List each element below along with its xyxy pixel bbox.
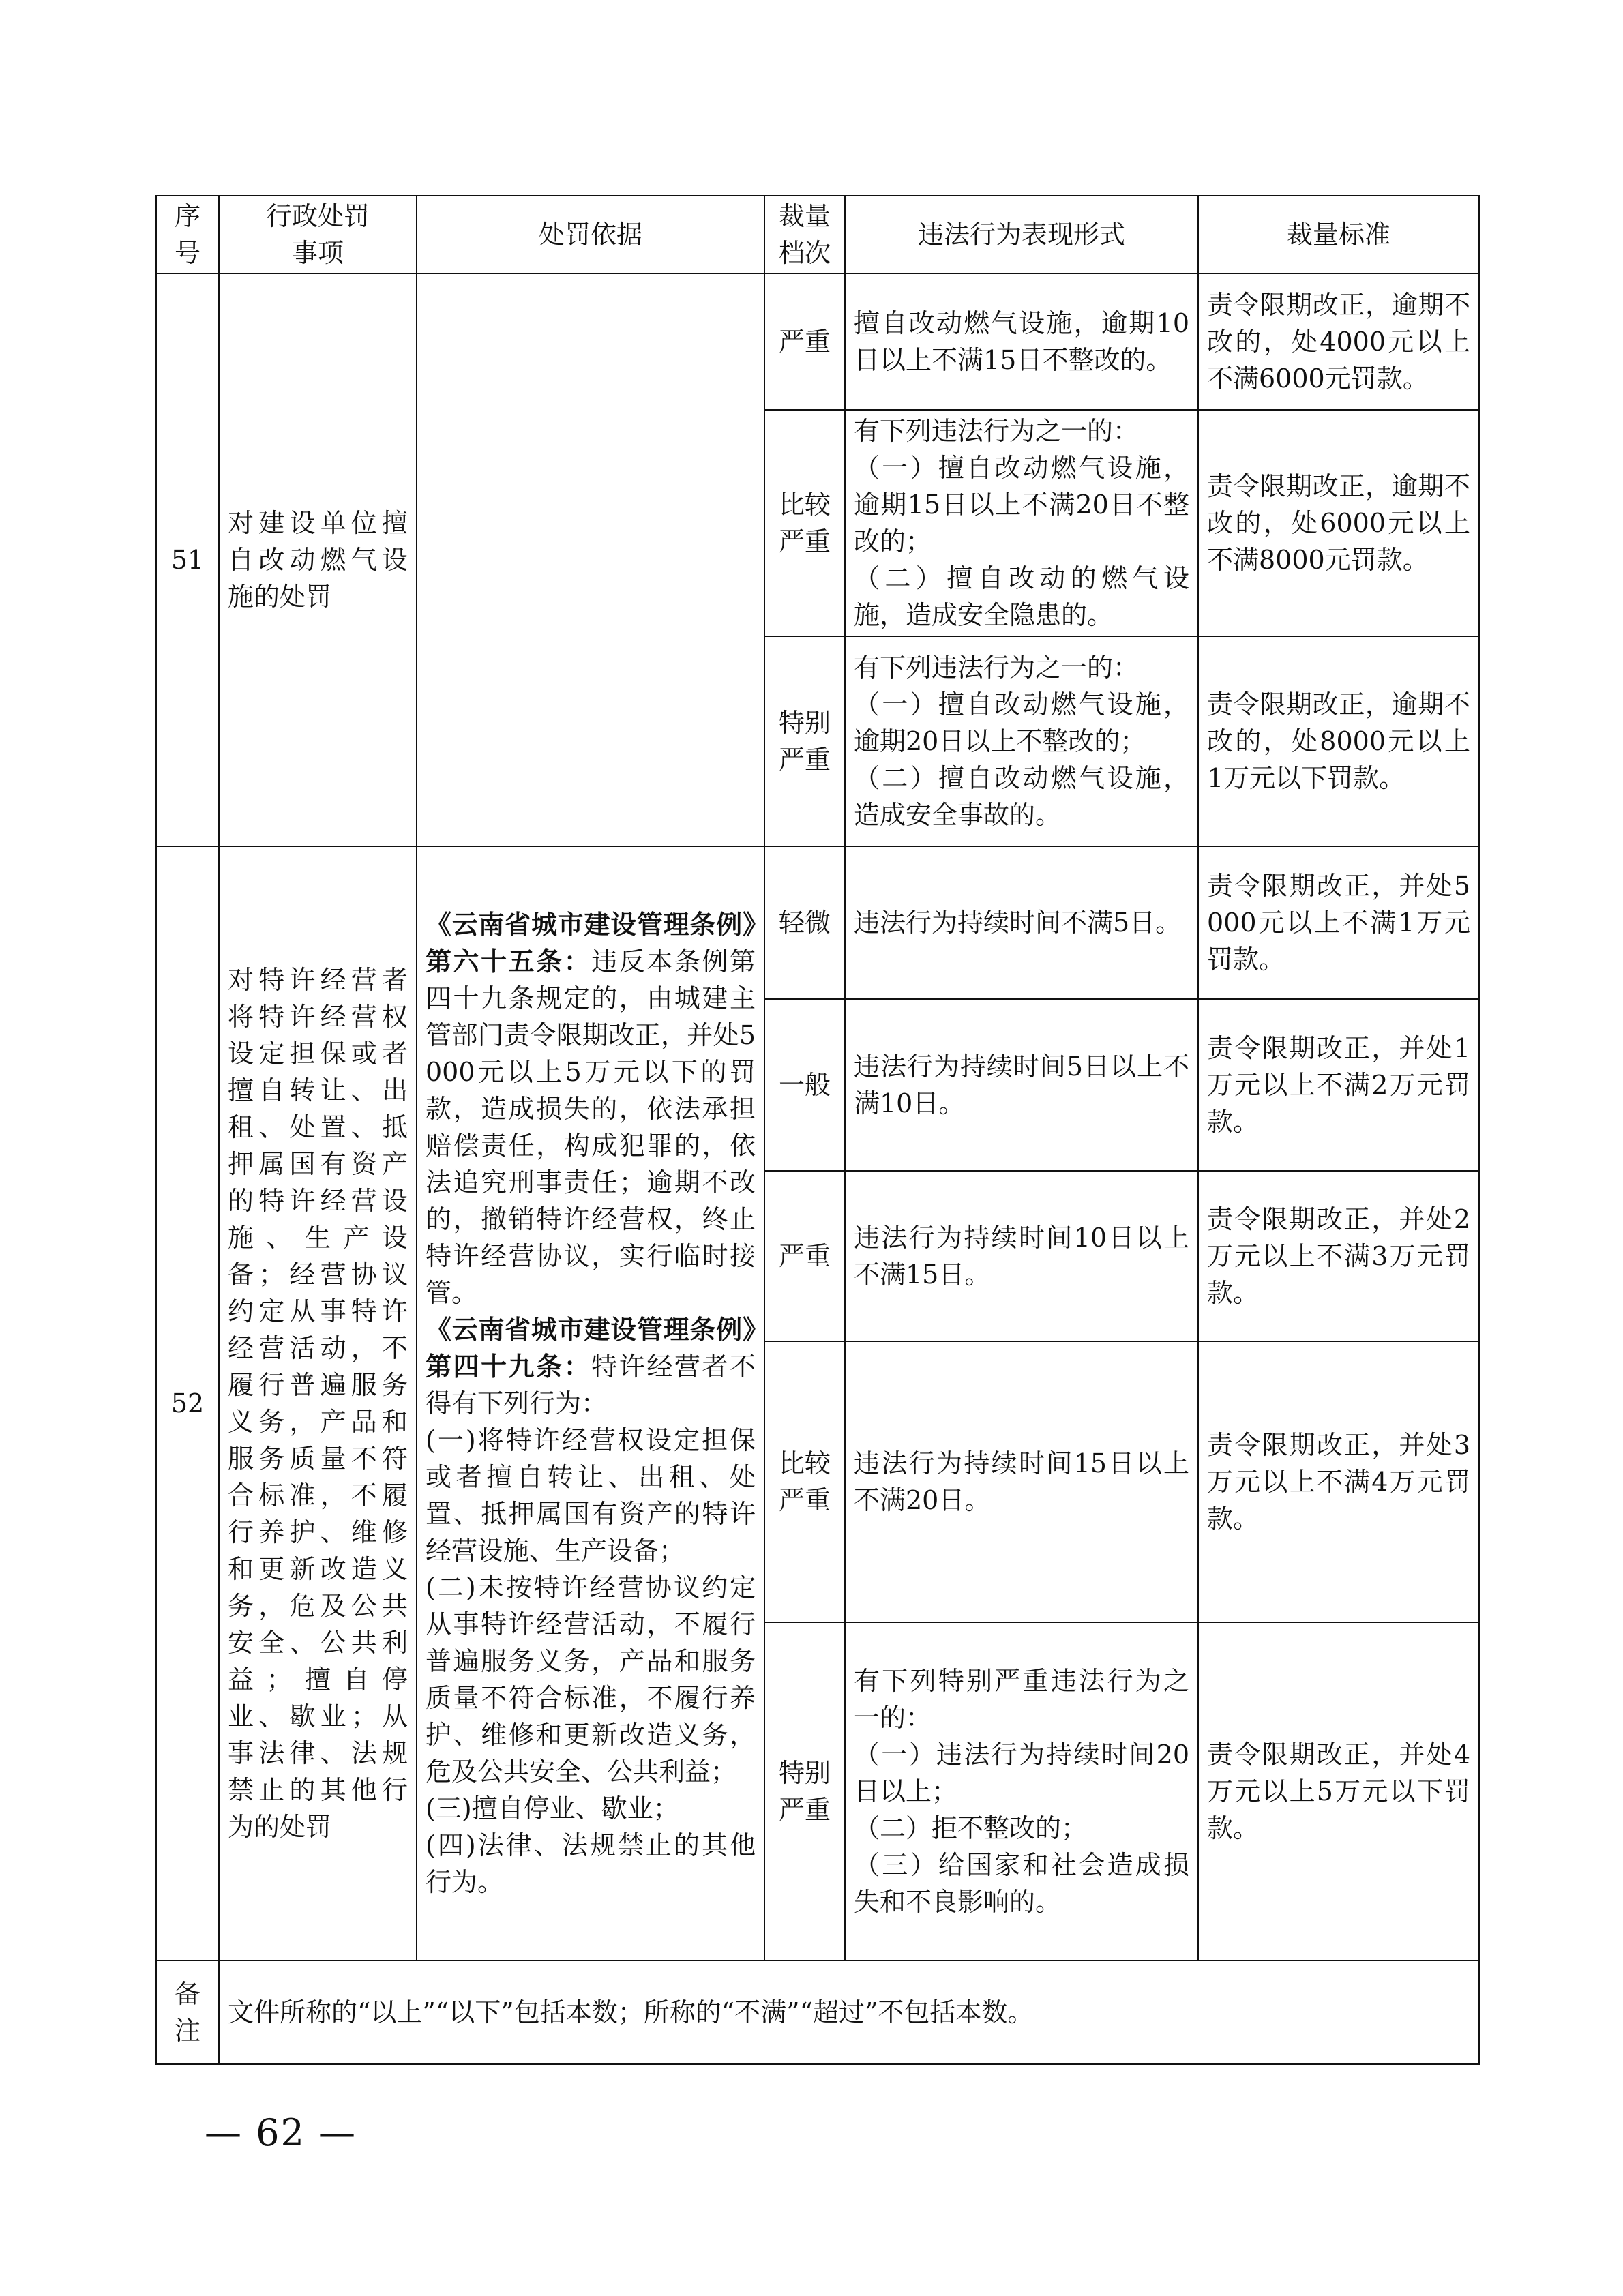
row51-seq: 51 <box>156 273 219 846</box>
header-standard: 裁量标准 <box>1198 196 1479 273</box>
standard-cell: 责令限期改正，逾期不改的，处4000元以上不满6000元罚款。 <box>1198 273 1479 410</box>
table-row <box>156 846 1479 999</box>
header-item: 行政处罚 事项 <box>219 196 417 273</box>
behavior-cell: 违法行为持续时间15日以上不满20日。 <box>845 1341 1198 1622</box>
standard-cell: 责令限期改正，并处3万元以上不满4万元罚款。 <box>1198 1341 1479 1622</box>
basis-article-49-text: 特许经营者不得有下列行为： (一)将特许经营权设定担保或者擅自转让、出租、处置、抵押属国有资产的特许经营设施、生产设备； (二)未按特许经营协议约定从事特许经营活动，不履行普遍服务义务，产品和服务质量不符合标准，不履行养护、维修和更新改造义务，危及公共安全、公共利益； (三)擅自停业、歇业； (四)法律、法规禁止的其他行为。 <box>426 1352 756 1897</box>
standard-cell: 责令限期改正，逾期不改的，处6000元以上不满8000元罚款。 <box>1198 410 1479 636</box>
level-cell: 特别 严重 <box>764 1622 845 1960</box>
level-cell: 严重 <box>764 1171 845 1341</box>
row52-item: 对特许经营者将特许经营权设定担保或者擅自转让、出租、处置、抵押属国有资产的特许经营设施、生产设备；经营协议约定从事特许经营活动，不履行普遍服务义务，产品和服务质量不符合标准，不履行养护、维修和更新改造义务，危及公共安全、公共利益；擅自停业、歇业；从事法律、法规禁止的其他行为的处罚 <box>219 846 417 1960</box>
behavior-cell: 有下列违法行为之一的： （一）擅自改动燃气设施，逾期20日以上不整改的； （二）擅自改动燃气设施，造成安全事故的。 <box>845 636 1198 846</box>
behavior-cell: 违法行为持续时间不满5日。 <box>845 846 1198 999</box>
table-row <box>156 273 1479 410</box>
remark-row <box>156 1960 1479 2064</box>
row52-basis <box>417 846 764 1960</box>
level-cell: 比较 严重 <box>764 1341 845 1622</box>
basis-article-65-text: 违反本条例第四十九条规定的，由城建主管部门责令限期改正，并处5000元以上5万元以下的罚款，造成损失的，依法承担赔偿责任，构成犯罪的，依法追究刑事责任；逾期不改的，撤销特许经营权，终止特许经营协议，实行临时接管。 <box>426 946 756 1308</box>
behavior-cell: 有下列违法行为之一的： （一）擅自改动燃气设施，逾期15日以上不满20日不整改的； （二）擅自改动的燃气设施，造成安全隐患的。 <box>845 410 1198 636</box>
header-basis: 处罚依据 <box>417 196 764 273</box>
remark-text: 文件所称的“以上”“以下”包括本数；所称的“不满”“超过”不包括本数。 <box>219 1960 1479 2064</box>
standard-cell: 责令限期改正，逾期不改的，处8000元以上1万元以下罚款。 <box>1198 636 1479 846</box>
behavior-cell: 擅自改动燃气设施，逾期10日以上不满15日不整改的。 <box>845 273 1198 410</box>
standard-cell: 责令限期改正，并处2万元以上不满3万元罚款。 <box>1198 1171 1479 1341</box>
level-cell: 严重 <box>764 273 845 410</box>
penalty-table <box>155 195 1480 2065</box>
level-cell: 轻微 <box>764 846 845 999</box>
page-number: — 62 — <box>205 2111 357 2154</box>
standard-cell: 责令限期改正，并处4万元以上5万元以下罚款。 <box>1198 1622 1479 1960</box>
basis-article-65-title: 《云南省城市建设管理条例》第六十五条： <box>426 909 756 976</box>
level-cell: 特别 严重 <box>764 636 845 846</box>
level-cell: 比较 严重 <box>764 410 845 636</box>
header-level: 裁量 档次 <box>764 196 845 273</box>
behavior-cell: 违法行为持续时间5日以上不满10日。 <box>845 999 1198 1171</box>
behavior-cell: 有下列特别严重违法行为之一的： （一）违法行为持续时间20日以上； （二）拒不整改的； （三）给国家和社会造成损失和不良影响的。 <box>845 1622 1198 1960</box>
level-cell: 一般 <box>764 999 845 1171</box>
standard-cell: 责令限期改正，并处5000元以上不满1万元罚款。 <box>1198 846 1479 999</box>
header-seq: 序号 <box>156 196 219 273</box>
row52-seq: 52 <box>156 846 219 1960</box>
row51-basis <box>417 273 764 846</box>
row51-item: 对建设单位擅自改动燃气设施的处罚 <box>219 273 417 846</box>
header-row <box>156 196 1479 273</box>
standard-cell: 责令限期改正，并处1万元以上不满2万元罚款。 <box>1198 999 1479 1171</box>
behavior-cell: 违法行为持续时间10日以上不满15日。 <box>845 1171 1198 1341</box>
header-behavior: 违法行为表现形式 <box>845 196 1198 273</box>
remark-label: 备 注 <box>156 1960 219 2064</box>
basis-article-49-title: 《云南省城市建设管理条例》第四十九条： <box>426 1314 756 1382</box>
